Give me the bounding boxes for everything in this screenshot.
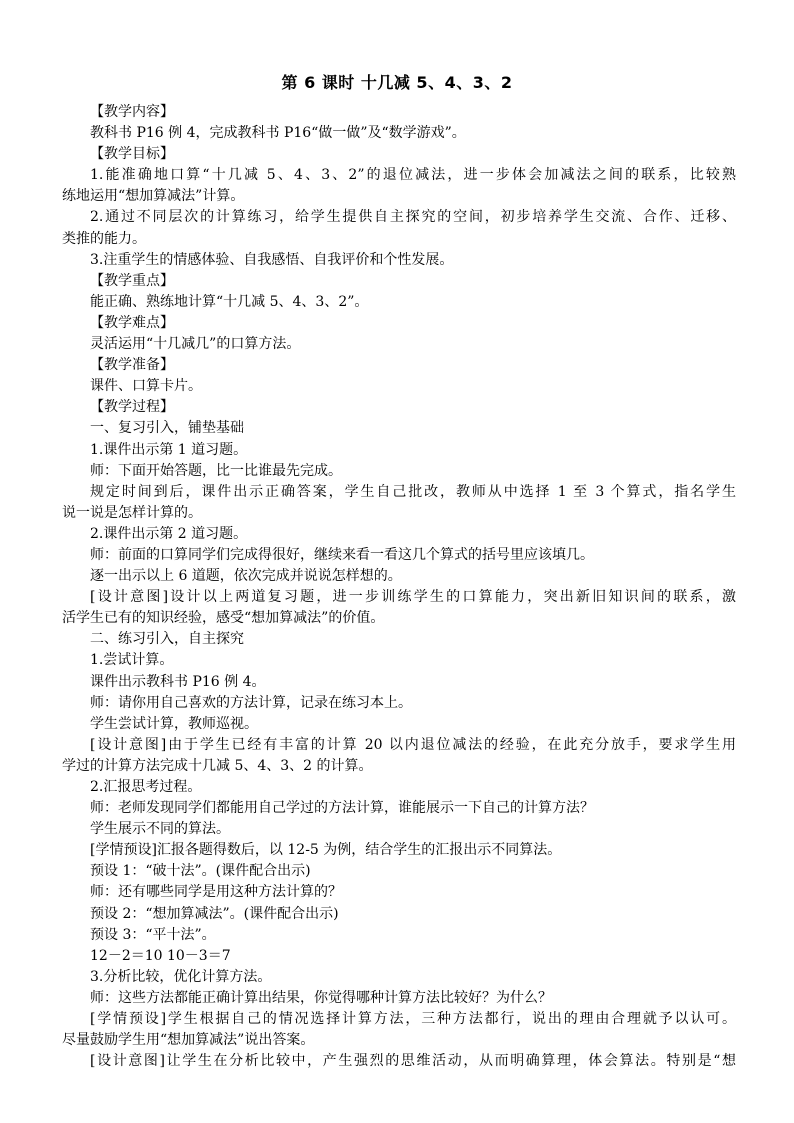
text-line: 3.注重学生的情感体验、自我感悟、自我评价和个性发展。 (90, 251, 454, 268)
text-line: 12－2＝10 10－3＝7 (90, 947, 231, 964)
text-line: 1.能准确地口算“十几减 5、4、3、2”的退位减法，进一步体会加减法之间的联系，比较熟 (90, 167, 736, 184)
text-line: 2.课件出示第 2 道习题。 (90, 525, 248, 542)
text-line: [学情预设]汇报各题得数后，以 12-5 为例，结合学生的汇报出示不同算法。 (90, 842, 562, 859)
text-line: 类推的能力。 (62, 230, 146, 247)
text-line: 规定时间到后，课件出示正确答案，学生自己批改，教师从中选择 1 至 3 个算式，指名学生 (90, 483, 736, 500)
text-line: 2.汇报思考过程。 (90, 779, 202, 795)
text-line: [设计意图]由于学生已经有丰富的计算 20 以内退位减法的经验，在此充分放手，要求学生用 (90, 736, 736, 753)
text-line: 【教学重点】 (90, 272, 174, 289)
text-line: 【教学内容】 (90, 104, 174, 120)
text-line: 师：下面开始答题，比一比谁最先完成。 (90, 462, 342, 479)
text-line: [设计意图]设计以上两道复习题，进一步训练学生的口算能力，突出新旧知识间的联系，激 (90, 589, 736, 606)
text-line: 灵活运用“十几减几”的口算方法。 (90, 336, 301, 353)
text-line: 练地运用“想加算减法”计算。 (62, 188, 245, 205)
document-body (62, 102, 736, 1072)
text-line: 二、练习引入，自主探究 (90, 631, 244, 648)
text-line: 2.通过不同层次的计算练习，给学生提供自主探究的空间，初步培养学生交流、合作、迁移、 (90, 209, 736, 226)
text-line: 1.尝试计算。 (90, 652, 174, 669)
text-line: [学情预设]学生根据自己的情况选择计算方法，三种方法都行，说出的理由合理就予以认可。 (90, 1011, 736, 1028)
text-line: 能正确、熟练地计算“十几减 5、4、3、2”。 (90, 293, 369, 310)
text-line: 预设 2：“想加算减法”。(课件配合出示) (90, 905, 339, 922)
text-line: 师：请你用自己喜欢的方法计算，记录在练习本上。 (90, 694, 412, 711)
text-line: 【教学准备】 (90, 357, 174, 374)
text-line: 【教学目标】 (90, 146, 174, 163)
text-line: 师：老师发现同学们都能用自己学过的方法计算，谁能展示一下自己的计算方法？ (90, 800, 594, 817)
text-line: 3.分析比较，优化计算方法。 (90, 968, 272, 985)
text-line: 尽量鼓励学生用“想加算减法”说出答案。 (62, 1032, 315, 1049)
text-line: 师：前面的口算同学们完成得很好，继续来看一看这几个算式的括号里应该填几。 (90, 546, 594, 563)
text-line: 教科书 P16 例 4，完成教科书 P16“做一做”及“数学游戏”。 (90, 125, 466, 142)
text-line: 师：这些方法都能正确计算出结果，你觉得哪种计算方法比较好？为什么？ (90, 989, 552, 1006)
text-line: 预设 3：“平十法”。 (90, 926, 216, 943)
text-line: 预设 1：“破十法”。(课件配合出示) (90, 863, 311, 880)
text-line: 说一说是怎样计算的。 (62, 504, 202, 521)
text-line: 活学生已有的知识经验，感受“想加算减法”的价值。 (62, 610, 385, 627)
text-line: 课件出示教科书 P16 例 4。 (90, 673, 266, 690)
text-line: 逐一出示以上 6 道题，依次完成并说说怎样想的。 (90, 568, 402, 585)
text-line: 学生展示不同的算法。 (90, 821, 230, 838)
text-line: 学过的计算方法完成十几减 5、4、3、2 的计算。 (62, 757, 373, 774)
text-line: 学生尝试计算，教师巡视。 (90, 715, 258, 732)
text-line: 1.课件出示第 1 道习题。 (90, 441, 248, 458)
text-line: 【教学难点】 (90, 314, 174, 331)
text-line: 课件、口算卡片。 (90, 378, 202, 395)
text-line: 一、复习引入，铺垫基础 (90, 420, 244, 437)
text-line: [设计意图]让学生在分析比较中，产生强烈的思维活动，从而明确算理，体会算法。特别是“想 (90, 1053, 736, 1070)
document-title: 第 6 课时 十几减 5、4、3、2 (281, 73, 513, 92)
text-line: 【教学过程】 (90, 399, 174, 416)
text-line: 师：还有哪些同学是用这种方法计算的？ (90, 884, 342, 901)
